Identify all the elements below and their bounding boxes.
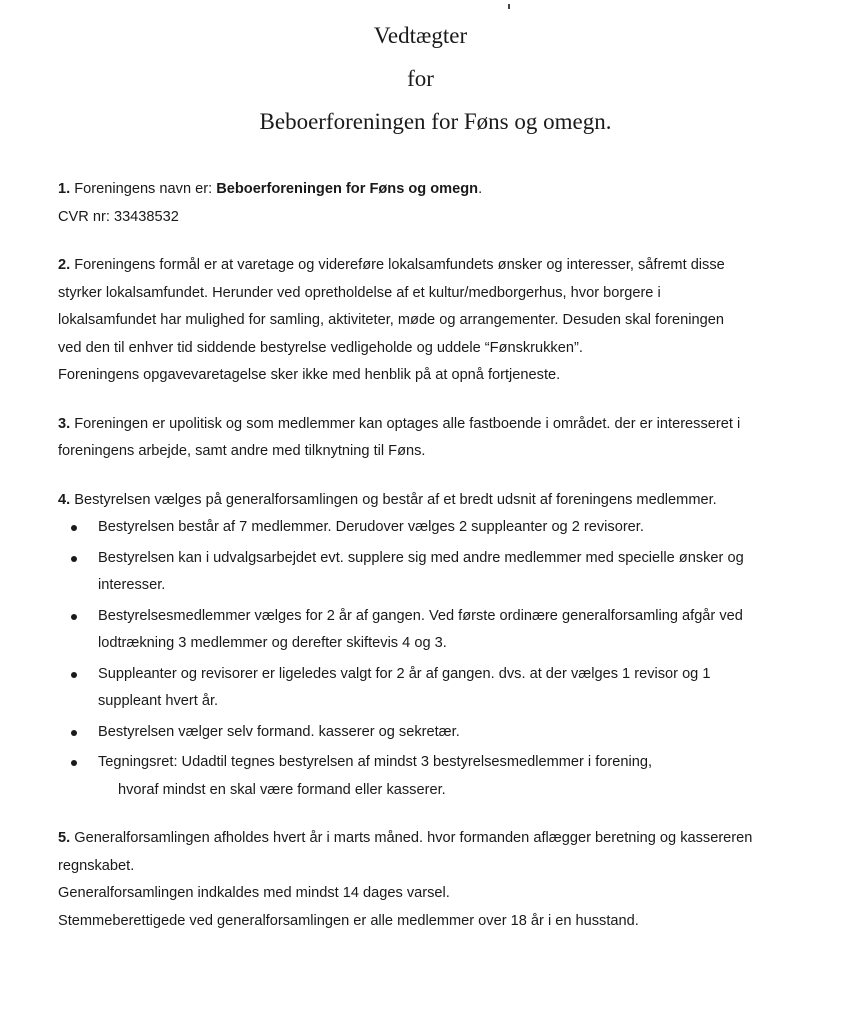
list-item [58, 514, 828, 542]
list-item-line-1: Bestyrelsen kan i udvalgsarbejdet evt. supplere sig med andre medlemmer med specielle ønsker og [98, 549, 744, 566]
section-4-intro-text: Bestyrelsen vælges på generalforsamlingen og består af et bredt udsnit af foreningens medlemmer. [70, 491, 717, 508]
bullet-icon [71, 760, 77, 766]
section-2-line-4: ved den til enhver tid siddende bestyrelse vedligeholde og uddele “Fønskrukken”. [58, 339, 583, 356]
list-item [58, 545, 828, 600]
list-item-line-1: Suppleanter og revisorer er ligeledes valgt for 2 år af gangen. dvs. at der vælges 1 revisor og 1 [98, 665, 711, 682]
section-2-number: 2. [58, 257, 71, 273]
section-5-line-1 [58, 825, 828, 853]
section-4-number: 4. [58, 491, 71, 508]
section-5-number: 5. [58, 830, 71, 846]
scan-mark [508, 4, 510, 9]
list-item-line-2: interesser. [98, 577, 166, 593]
section-5-line-4: Stemmeberettigede ved generalforsamlingen er alle medlemmer over 18 år i en husstand. [58, 912, 639, 929]
list-item [58, 661, 828, 716]
list-item-line-1: Tegningsret: Udadtil tegnes bestyrelsen af mindst 3 bestyrelsesmedlemmer i forening, [98, 754, 653, 770]
bullet-icon [71, 525, 77, 531]
title-line-2: for [407, 66, 434, 91]
section-2-line-3: lokalsamfundet har mulighed for samling, aktiviteter, møde og arrangementer. Desuden skal foreningen [58, 312, 724, 328]
section-1-line-1 [58, 176, 828, 204]
bullet-icon [71, 672, 77, 678]
title-line-1: Vedtægter [373, 23, 468, 48]
section-4-list [58, 514, 828, 804]
section-2-line-1 [58, 252, 828, 280]
section-2 [58, 252, 828, 390]
section-3-number: 3. [58, 415, 71, 432]
title-line-3: Beboerforeningen for Føns og omegn. [259, 109, 612, 134]
section-2-line-5: Foreningens opgavevaretagelse sker ikke med henblik på at opnå fortjeneste. [58, 367, 561, 383]
section-5-line-2: regnskabet. [58, 857, 135, 874]
association-name: Beboerforeningen for Føns og omegn [216, 181, 479, 197]
list-item-line-1: Bestyrelsesmedlemmer vælges for 2 år af gangen. Ved første ordinære generalforsamling afgår ved [98, 607, 743, 624]
section-1-lead: Foreningens navn er: [70, 181, 217, 197]
list-item-line-1: Bestyrelsen vælger selv formand. kasserer og sekretær. [98, 723, 460, 740]
section-4-intro [58, 487, 828, 515]
document-body [58, 176, 828, 956]
section-5-line-3: Generalforsamlingen indkaldes med mindst 14 dages varsel. [58, 885, 450, 901]
section-3 [58, 411, 828, 466]
list-item-line-2: lodtrækning 3 medlemmer og derefter skiftevis 4 og 3. [98, 635, 447, 651]
bullet-icon [71, 730, 77, 736]
section-3-line-2: foreningens arbejde, samt andre med tilknytning til Føns. [58, 443, 426, 459]
list-item-line-2: suppleant hvert år. [98, 693, 219, 709]
list-item-line-1: Bestyrelsen består af 7 medlemmer. Derudover vælges 2 suppleanter og 2 revisorer. [98, 519, 644, 535]
section-4 [58, 487, 828, 805]
document-title [0, 14, 841, 143]
cvr-number: CVR nr: 33438532 [58, 208, 179, 225]
section-5 [58, 825, 828, 935]
section-2-line-2: styrker lokalsamfundet. Herunder ved opretholdelse af et kultur/medborgerhus, hvor borgere i [58, 284, 661, 301]
section-3-text-1: Foreningen er upolitisk og som medlemmer kan optages alle fastboende i området. der er interesseret i [70, 415, 741, 432]
section-3-line-1 [58, 411, 828, 439]
section-1-end: . [478, 181, 483, 197]
list-item [58, 719, 828, 747]
section-1-number: 1. [58, 181, 71, 197]
list-item [58, 603, 828, 658]
section-2-text-1: Foreningens formål er at varetage og videreføre lokalsamfundets ønsker og interesser, såfremt disse [70, 257, 725, 273]
list-item-line-2: hvoraf mindst en skal være formand eller kasserer. [118, 781, 446, 798]
list-item [58, 749, 828, 804]
section-1 [58, 176, 828, 231]
bullet-icon [71, 556, 77, 562]
section-5-text-1: Generalforsamlingen afholdes hvert år i marts måned. hvor formanden aflægger beretning og kassereren [70, 830, 753, 846]
bullet-icon [71, 614, 77, 620]
